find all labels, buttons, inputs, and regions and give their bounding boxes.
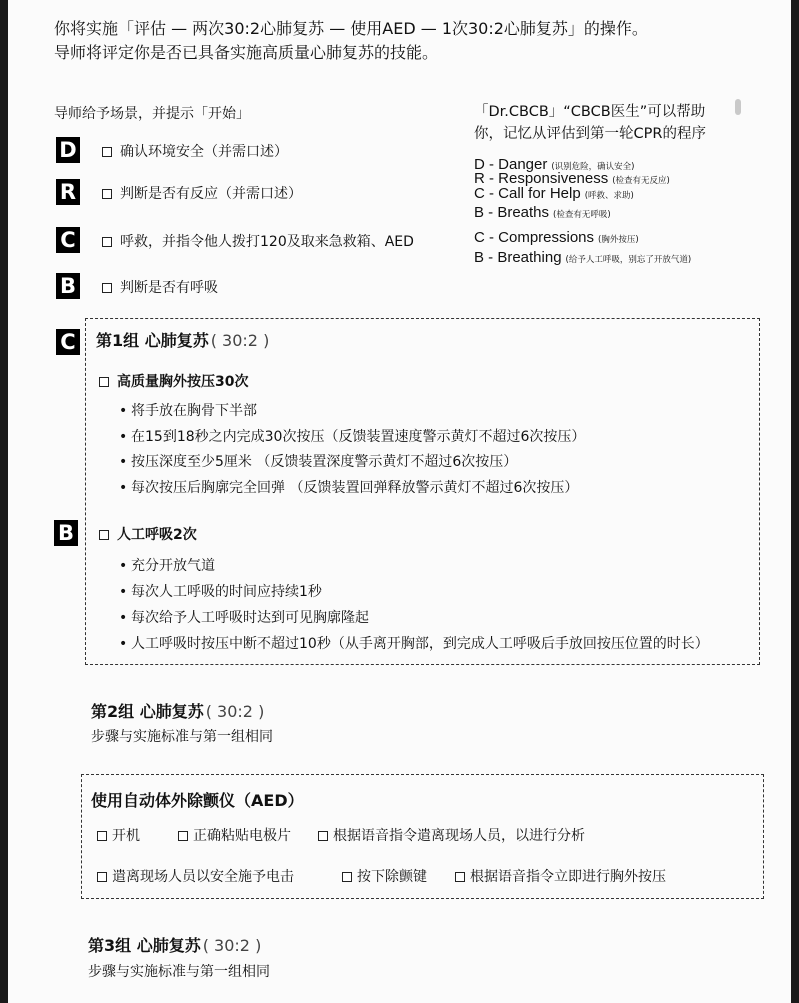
step-letter-b: B	[56, 273, 80, 299]
group3-ratio: ( 30:2 )	[202, 936, 262, 955]
step-check-response[interactable]	[102, 183, 302, 203]
group2-title-text: 第2组 心肺复苏	[91, 702, 204, 721]
step-label: 判断是否有反应（并需口述）	[120, 186, 302, 202]
mnemonic-note: (呼救、求助)	[584, 191, 634, 201]
scenario-prompt: 导师给予场景，并提示「开始」	[54, 106, 250, 122]
mnemonic-item	[474, 229, 639, 246]
aed-item-label: 正确粘贴电极片	[193, 828, 291, 844]
checkbox-icon[interactable]	[102, 189, 112, 199]
bullet-icon: •	[119, 636, 128, 652]
aed-item-label: 遣离现场人员以安全施予电击	[112, 869, 294, 885]
step-letter-r: R	[56, 179, 80, 205]
checkbox-icon[interactable]	[318, 831, 328, 841]
mnemonic-note: (识别危险，确认安全)	[551, 162, 635, 172]
group3-note: 步骤与实施标准与第一组相同	[88, 964, 270, 980]
checkbox-icon[interactable]	[455, 872, 465, 882]
step-label: 判断是否有呼吸	[120, 280, 218, 296]
step-letter-d: D	[56, 137, 80, 163]
mnemonic-term: R - Responsiveness	[474, 170, 609, 187]
checkbox-icon[interactable]	[178, 831, 188, 841]
group2-note: 步骤与实施标准与第一组相同	[91, 729, 273, 745]
compression-checklist-item[interactable]	[99, 371, 248, 391]
group3-title	[88, 933, 261, 956]
group1-ratio: ( 30:2 )	[210, 331, 270, 350]
intro-line-1: 你将实施「评估 — 两次30:2心肺复苏 — 使用AED — 1次30:2心肺复苏」的操作。	[54, 19, 648, 38]
aed-title: 使用自动体外除颤仪（AED）	[91, 791, 304, 810]
aed-item-label: 根据语音指令遣离现场人员，以进行分析	[333, 828, 585, 844]
checkbox-icon[interactable]	[102, 237, 112, 247]
breath-bullet	[119, 581, 322, 601]
checkbox-icon[interactable]	[342, 872, 352, 882]
document-page	[8, 0, 791, 1003]
aed-press-shock[interactable]	[342, 866, 427, 886]
breath-bullet	[119, 607, 369, 627]
group2-ratio: ( 30:2 )	[205, 702, 265, 721]
mnemonic-note: (检查有无呼吸)	[553, 210, 611, 220]
step-label: 呼救，并指令他人拨打120及取来急救箱、AED	[120, 234, 414, 250]
mnemonic-item	[474, 185, 634, 202]
aed-item-label: 开机	[112, 828, 140, 844]
bullet-icon: •	[119, 429, 128, 445]
mnemonic-term: B - Breathing	[474, 249, 562, 266]
group1-letter-c: C	[56, 329, 80, 355]
aed-attach-pads[interactable]	[178, 825, 291, 845]
checkbox-icon[interactable]	[102, 283, 112, 293]
group2-title	[91, 699, 264, 722]
mnemonic-note: (检查有无反应)	[612, 176, 670, 186]
bullet-text: 人工呼吸时按压中断不超过10秒（从手离开胸部，到完成人工呼吸后手放回按压位置的时长）	[131, 636, 709, 652]
aed-clear-for-shock[interactable]	[97, 866, 294, 886]
bullet-icon: •	[119, 480, 128, 496]
breath-title: 人工呼吸2次	[117, 527, 197, 543]
breath-checklist-item[interactable]	[99, 524, 197, 544]
intro-line-2: 导师将评定你是否已具备实施高质量心肺复苏的技能。	[54, 43, 439, 62]
compression-bullet	[119, 426, 585, 446]
bullet-icon: •	[119, 558, 128, 574]
compression-bullet	[119, 477, 578, 497]
mnemonic-term: C - Call for Help	[474, 185, 581, 202]
checkbox-icon[interactable]	[99, 530, 109, 540]
compression-bullet	[119, 451, 517, 471]
bullet-icon: •	[119, 454, 128, 470]
mnemonic-note: (胸外按压)	[598, 235, 639, 245]
checkbox-icon[interactable]	[97, 872, 107, 882]
bullet-text: 将手放在胸骨下半部	[131, 403, 257, 419]
aed-clear-for-analysis[interactable]	[318, 825, 585, 845]
mnemonic-term: B - Breaths	[474, 204, 550, 221]
bullet-icon: •	[119, 610, 128, 626]
step-check-safety[interactable]	[102, 141, 288, 161]
group1-letter-b: B	[54, 520, 78, 546]
mnemonic-item	[474, 249, 691, 266]
bullet-text: 每次按压后胸廓完全回弹 （反馈装置回弹释放警示黄灯不超过6次按压）	[131, 480, 579, 496]
aed-power-on[interactable]	[97, 825, 140, 845]
aed-item-label: 根据语音指令立即进行胸外按压	[470, 869, 666, 885]
bullet-text: 充分开放气道	[131, 558, 215, 574]
bullet-text: 每次给予人工呼吸时达到可见胸廓隆起	[131, 610, 369, 626]
checkbox-icon[interactable]	[99, 377, 109, 387]
group1-title-text: 第1组 心肺复苏	[96, 331, 209, 350]
mnemonic-note: (给予人工呼吸，别忘了开放气道)	[565, 255, 692, 265]
bullet-text: 每次人工呼吸的时间应持续1秒	[131, 584, 322, 600]
step-check-breathing[interactable]	[102, 277, 218, 297]
scan-mark	[735, 99, 741, 115]
bullet-text: 按压深度至少5厘米 （反馈装置深度警示黄灯不超过6次按压）	[131, 454, 518, 470]
step-call-help[interactable]	[102, 231, 414, 251]
group3-title-text: 第3组 心肺复苏	[88, 936, 201, 955]
bullet-icon: •	[119, 403, 128, 419]
bullet-icon: •	[119, 584, 128, 600]
mnemonic-term: D - Danger	[474, 156, 548, 173]
breath-bullet	[119, 555, 215, 575]
mnemonic-item	[474, 204, 611, 221]
mnemonic-line-2: 你，记忆从评估到第一轮CPR的程序	[474, 126, 706, 142]
step-letter-c: C	[56, 227, 80, 253]
compression-bullet	[119, 400, 257, 420]
mnemonic-line-1: 「Dr.CBCB」“CBCB医生”可以帮助	[474, 104, 706, 120]
aed-resume-compressions[interactable]	[455, 866, 666, 886]
compression-title: 高质量胸外按压30次	[117, 374, 249, 390]
checkbox-icon[interactable]	[97, 831, 107, 841]
checkbox-icon[interactable]	[102, 147, 112, 157]
breath-bullet	[119, 633, 709, 653]
group1-title	[96, 328, 269, 351]
bullet-text: 在15到18秒之内完成30次按压（反馈装置速度警示黄灯不超过6次按压）	[131, 429, 586, 445]
aed-item-label: 按下除颤键	[357, 869, 427, 885]
step-label: 确认环境安全（并需口述）	[120, 144, 288, 160]
mnemonic-term: C - Compressions	[474, 229, 595, 246]
